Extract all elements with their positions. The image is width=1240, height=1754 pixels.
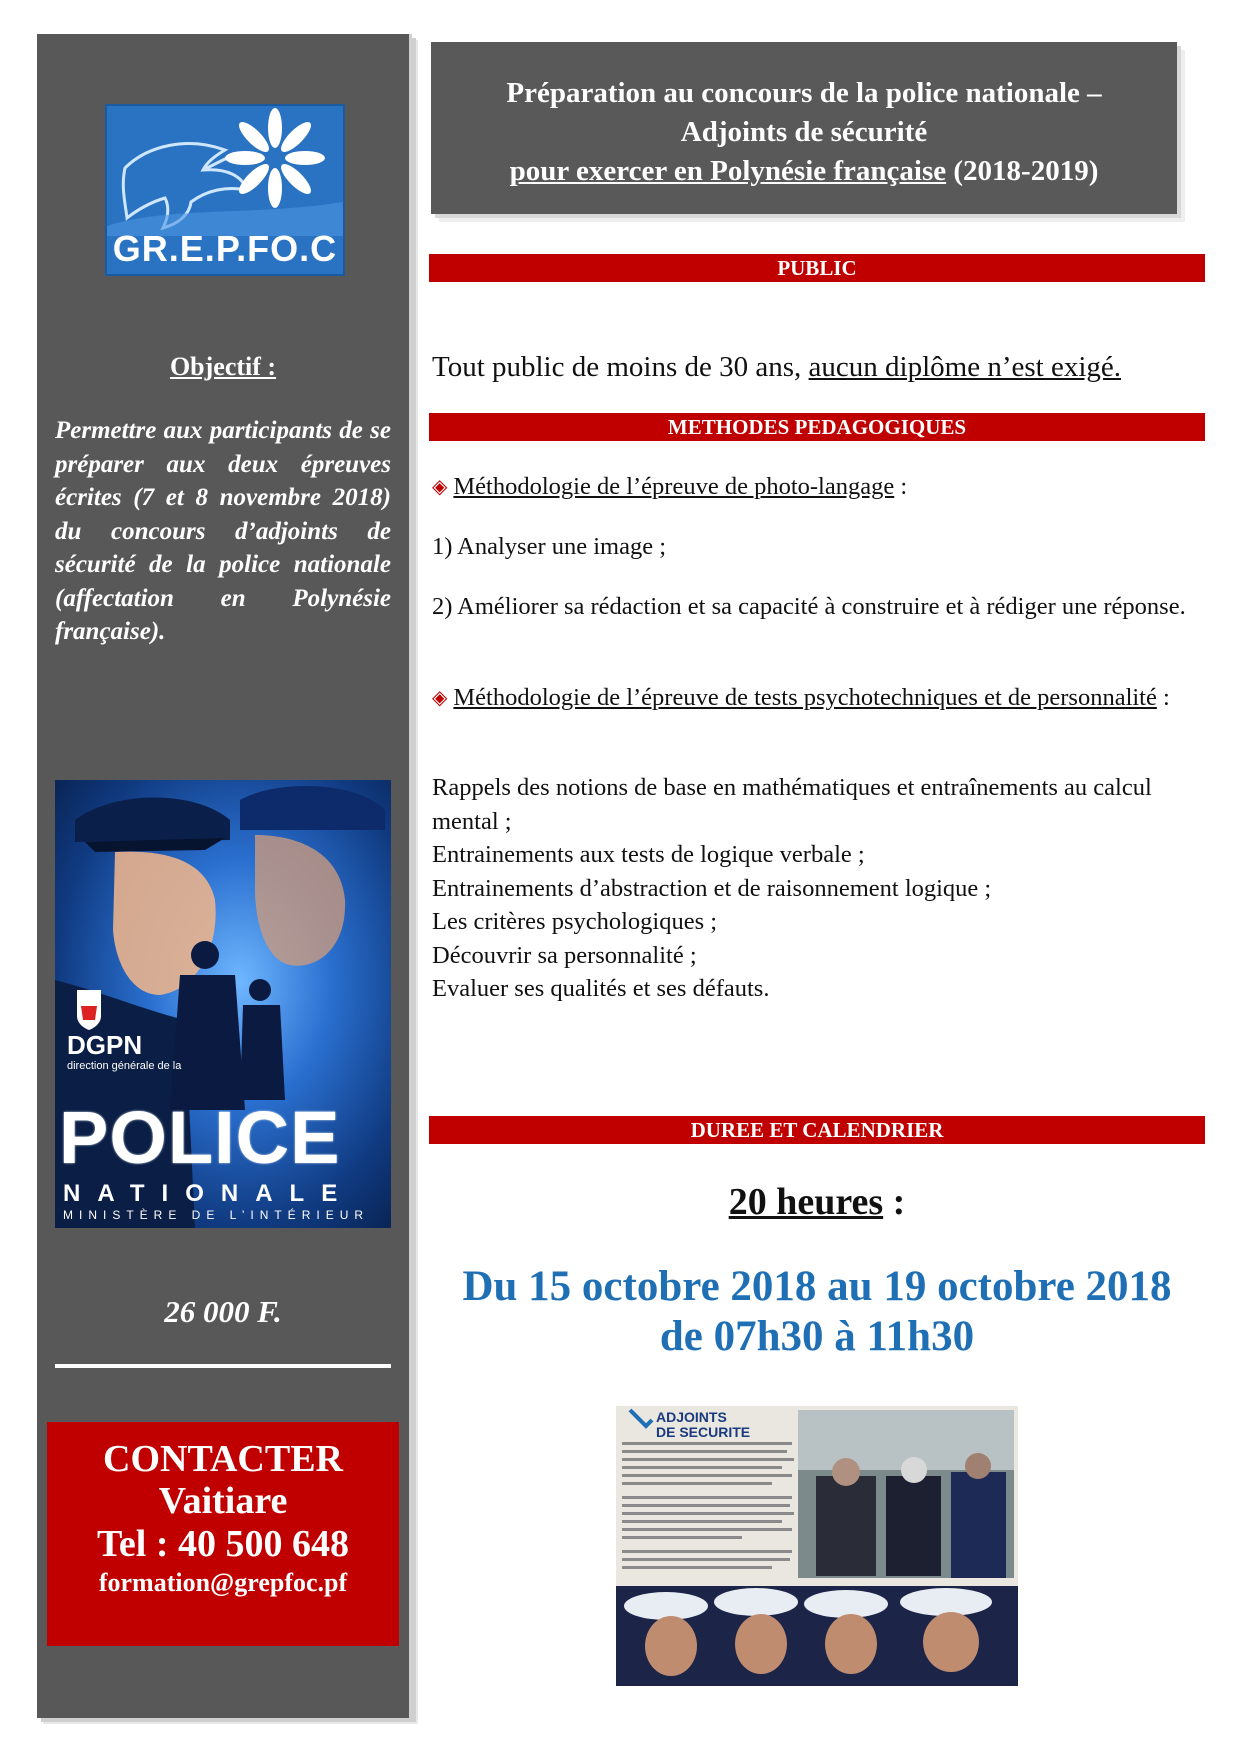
photo-title-line-2: DE SECURITE xyxy=(656,1424,751,1440)
duration-hours-value: 20 heures xyxy=(728,1181,884,1223)
poster-dgpn: DGPN xyxy=(67,1030,143,1060)
public-text-plain: Tout public de moins de 30 ans, xyxy=(432,351,809,383)
list-item: Evaluer ses qualités et ses défauts. xyxy=(432,975,770,1002)
title-line-3-underlined: pour exercer en Polynésie française xyxy=(509,155,947,187)
adjoints-securite-photo xyxy=(616,1406,1018,1686)
duration-hours-suffix: : xyxy=(883,1181,906,1223)
police-nationale-poster xyxy=(55,780,391,1228)
method-step-2: 2) Améliorer sa rédaction et sa capacité à construire et à rédiger une réponse. xyxy=(432,593,1186,620)
objective-text: Permettre aux participants de se préparer aux deux épreuves écrites (7 et 8 novembre 2018) du concours d’adjoints de sécurité de la police nationale (affectation en Polynésie française). xyxy=(55,417,391,645)
list-item: Découvrir sa personnalité ; xyxy=(432,941,697,969)
list-item: Entrainements d’abstraction et de raisonnement logique ; xyxy=(432,874,992,902)
section-public-header: PUBLIC xyxy=(429,254,1205,282)
list-item: Rappels des notions de base en mathématiques et entraînements au calcul mental ; xyxy=(432,774,1152,835)
poster-ministere: MINISTÈRE DE L’INTÉRIEUR xyxy=(63,1208,370,1222)
title-line-3 xyxy=(431,152,1177,191)
duration-hours xyxy=(429,1180,1205,1224)
session-dates xyxy=(429,1262,1205,1362)
contact-box xyxy=(47,1422,399,1646)
page-title-box xyxy=(431,42,1177,214)
grepfoc-logo xyxy=(105,104,345,276)
photo-illustration xyxy=(616,1406,1018,1686)
photo-title-line-1: ADJOINTS xyxy=(656,1409,727,1425)
title-line-2: Adjoints de sécurité xyxy=(680,116,928,148)
contact-phone: Tel : 40 500 648 xyxy=(97,1523,349,1565)
sidebar xyxy=(37,34,412,1718)
section-methodes-header: METHODES PEDAGOGIQUES xyxy=(429,413,1205,441)
method-item-2 xyxy=(432,681,1192,716)
dates-line-1: Du 15 octobre 2018 au 19 octobre 2018 xyxy=(462,1263,1172,1310)
price: 26 000 F. xyxy=(164,1294,282,1329)
method-list xyxy=(432,771,1192,1006)
logo-text: GR.E.P.FO.C xyxy=(112,228,338,269)
list-item: Les critères psychologiques ; xyxy=(432,908,718,935)
diamond-bullet-icon: ◈ xyxy=(432,476,448,498)
photo-title xyxy=(656,1410,750,1440)
title-line-3-years: (2018-2019) xyxy=(946,155,1099,187)
list-item: Entrainements aux tests de logique verbale ; xyxy=(432,841,865,868)
method-item-2-suffix: : xyxy=(1156,684,1170,711)
public-text xyxy=(432,348,1192,386)
poster-police: POLICE xyxy=(59,1096,341,1179)
poster-nationale: NATIONALE xyxy=(63,1180,355,1207)
objective-title: Objectif : xyxy=(169,352,277,381)
method-item-1 xyxy=(432,470,1192,505)
method-step-1: 1) Analyser une image ; xyxy=(432,533,667,560)
dates-line-2: de 07h30 à 11h30 xyxy=(659,1313,975,1360)
diamond-bullet-icon: ◈ xyxy=(432,687,448,709)
public-text-underlined: aucun diplôme n’est exigé. xyxy=(808,351,1122,383)
contact-name: Vaitiare xyxy=(158,1480,288,1522)
method-item-1-title: Méthodologie de l’épreuve de photo-langage xyxy=(453,473,895,500)
contact-title: CONTACTER xyxy=(103,1438,343,1480)
price-divider xyxy=(55,1364,391,1368)
method-item-1-suffix: : xyxy=(894,473,908,500)
contact-email: formation@grepfoc.pf xyxy=(98,1568,348,1597)
section-duree-header: DUREE ET CALENDRIER xyxy=(429,1116,1205,1144)
title-line-1: Préparation au concours de la police nationale – xyxy=(506,77,1102,109)
method-item-2-title: Méthodologie de l’épreuve de tests psychotechniques et de personnalité xyxy=(453,684,1157,711)
poster-direction: direction générale de la xyxy=(67,1060,182,1072)
